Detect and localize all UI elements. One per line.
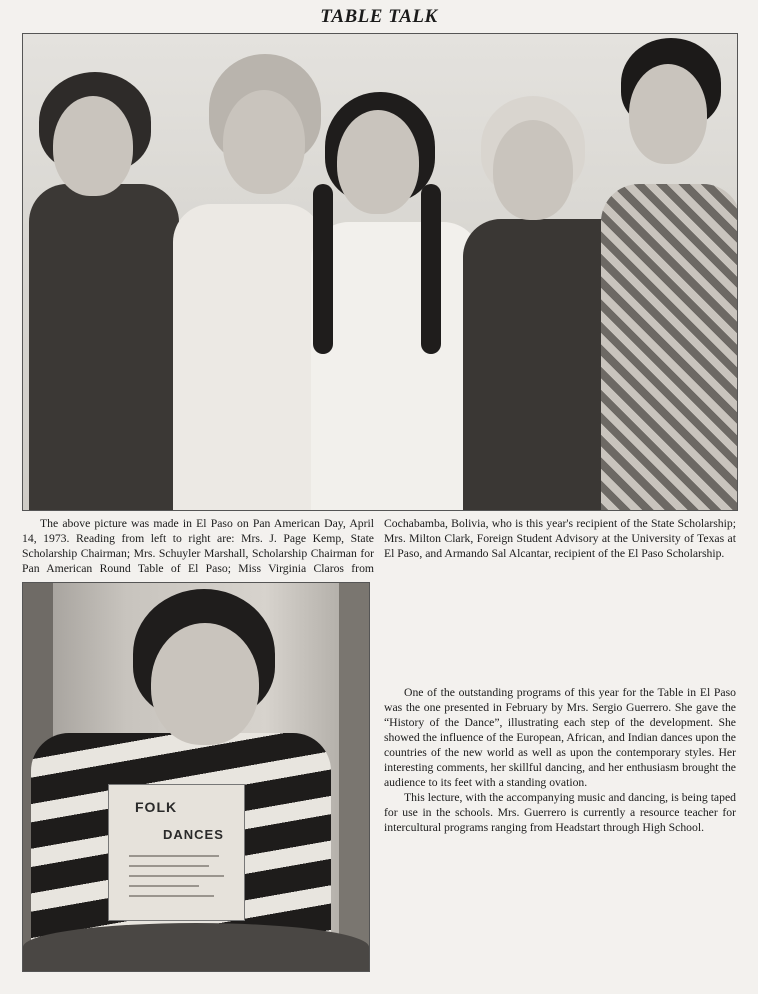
book-title-line2: DANCES [163,827,224,842]
book-title-line1: FOLK [135,799,178,815]
group-photo [22,33,738,511]
article-paragraph-1: One of the outstanding programs of this year for the Table in El Paso was the one presented in February by Mrs. Sergio Guerrero. She gave the “History of the Dance”, illustrating each step of the development. She showed the influence of the European, African, and Indian dances upon the countries of the new world as well as upon the contemporary styles. Her interesting comments, her skillful dancing, and her enthusiasm brought the audience to its feet with a standing ovation. [384,686,736,789]
article-body [384,685,736,835]
page-title: TABLE TALK [320,6,438,27]
caption-text: The above picture was made in El Paso on Pan American Day, April 14, 1973. Reading from left to right are: Mrs. J. Page Kemp, State Scholarship Chairman; Mrs. Schuyler Marshall, Scholarship Chairman for Pan American Round Table of El Paso; Miss Virginia Claros from Cochabamba, Bolivia, who is this year's recipient of the State Scholarship; Mrs. Milton Clark, Foreign Student Advisory at the University of Texas at El Paso, and Armando Sal Alcantar, recipient of the El Paso Scholarship. [22,517,736,575]
group-photo-caption [22,516,736,576]
article-paragraph-2: This lecture, with the accompanying music and dancing, is being taped for use in the schools. Mrs. Guerrero is currently a resource teacher for intercultural programs ranging from Headstart through High School. [384,791,736,834]
folk-dances-book [108,784,245,921]
